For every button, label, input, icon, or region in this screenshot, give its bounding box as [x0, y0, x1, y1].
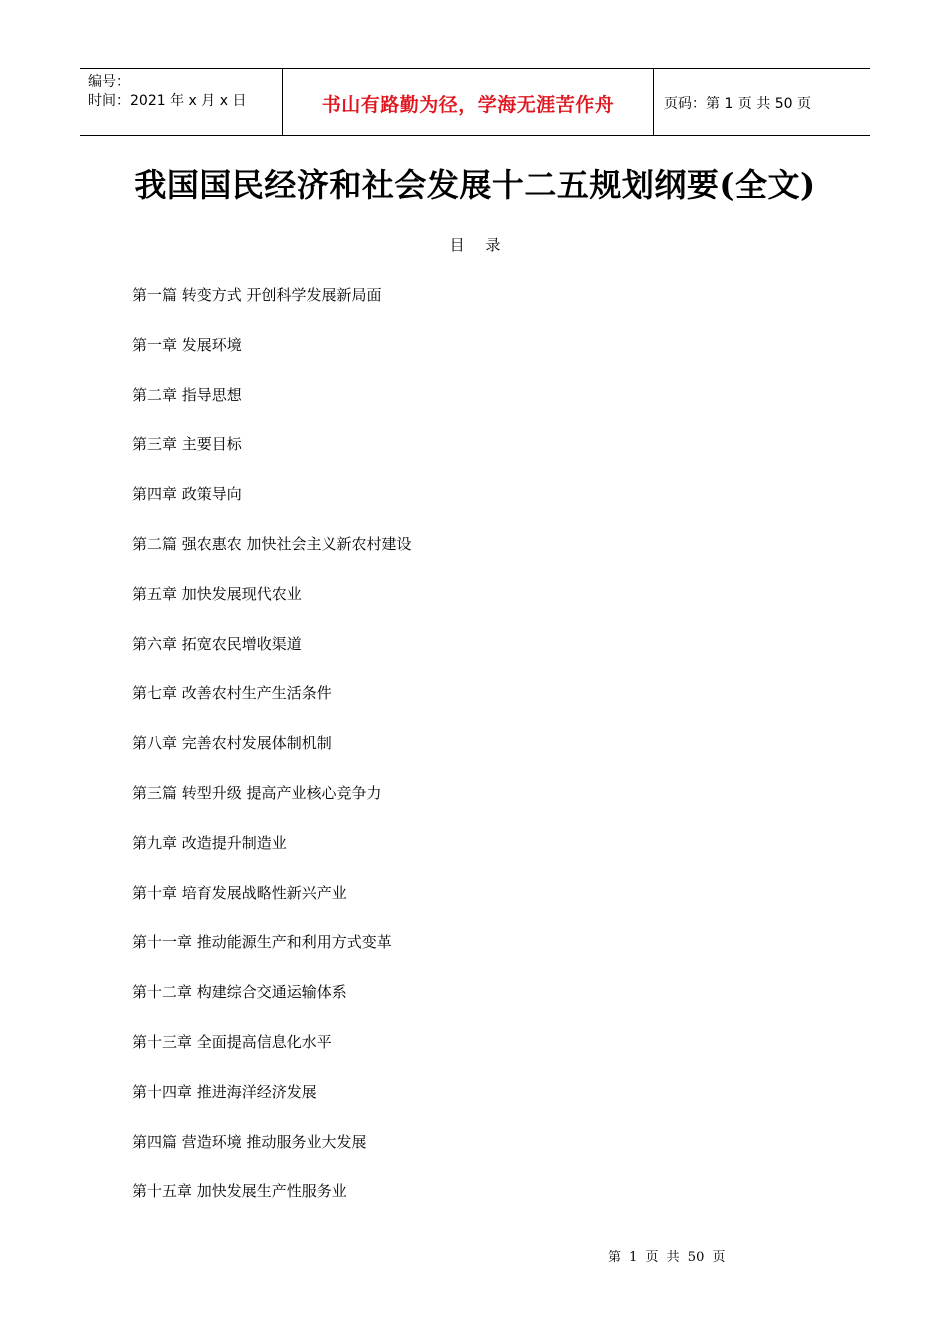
toc-item: 第十章 培育发展战略性新兴产业	[132, 883, 347, 902]
header-page-info: 页码：第 1 页 共 50 页	[664, 96, 811, 112]
header-page-cell	[654, 69, 870, 135]
toc-item: 第四篇 营造环境 推动服务业大发展	[132, 1132, 367, 1151]
document-number-label: 编号：	[88, 74, 130, 90]
toc-item: 第四章 政策导向	[132, 485, 242, 504]
toc-item: 第十二章 构建综合交通运输体系	[132, 983, 347, 1002]
header-motto: 书山有路勤为径，学海无涯苦作舟	[321, 93, 615, 116]
header-meta-cell	[80, 69, 282, 135]
toc-heading: 目 录	[449, 236, 501, 254]
toc-item: 第三篇 转型升级 提高产业核心竞争力	[132, 783, 382, 802]
table-of-contents	[132, 284, 412, 1230]
toc-item: 第七章 改善农村生产生活条件	[132, 684, 332, 703]
document-date-label: 时间：2021 年 x 月 x 日	[88, 93, 247, 109]
toc-item: 第十五章 加快发展生产性服务业	[132, 1182, 347, 1201]
toc-item: 第五章 加快发展现代农业	[132, 584, 302, 603]
toc-item: 第二章 指导思想	[132, 385, 242, 404]
toc-item: 第二篇 强农惠农 加快社会主义新农村建设	[132, 534, 412, 553]
toc-item: 第八章 完善农村发展体制机制	[132, 734, 332, 753]
page-footer: 第 1 页 共 50 页	[608, 1250, 726, 1265]
document-title: 我国国民经济和社会发展十二五规划纲要(全文)	[134, 166, 816, 204]
header-motto-cell	[282, 69, 654, 135]
toc-item: 第三章 主要目标	[132, 435, 242, 454]
toc-item: 第十三章 全面提高信息化水平	[132, 1032, 332, 1051]
toc-item: 第六章 拓宽农民增收渠道	[132, 634, 302, 653]
document-header-table	[80, 68, 870, 136]
toc-item: 第一章 发展环境	[132, 335, 242, 354]
toc-item: 第九章 改造提升制造业	[132, 833, 287, 852]
toc-item: 第一篇 转变方式 开创科学发展新局面	[132, 286, 382, 304]
toc-item: 第十四章 推进海洋经济发展	[132, 1082, 317, 1101]
toc-item: 第十一章 推动能源生产和利用方式变革	[132, 933, 392, 952]
